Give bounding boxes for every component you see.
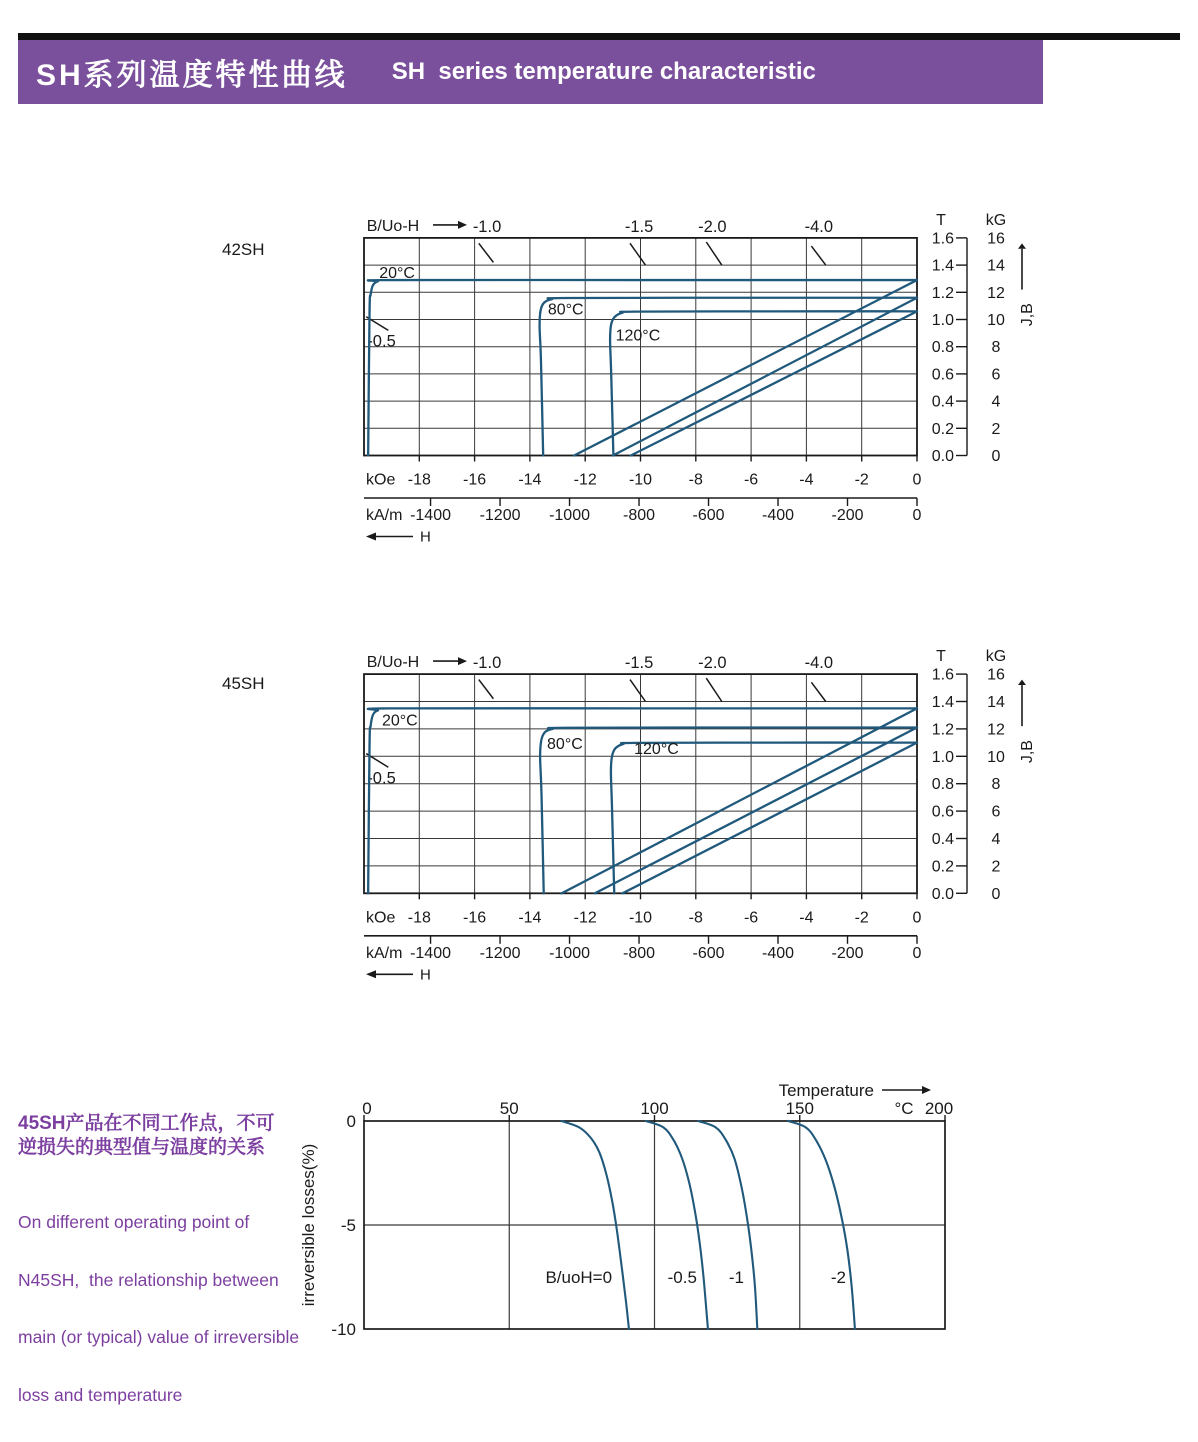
y-tick-kG: 2 [991,858,1001,876]
loss-curve-label: B/uoH=0 [545,1268,613,1288]
x-unit-kAm: kA/m [366,944,403,962]
header-band [18,40,1043,104]
h-axis-name: H [420,528,431,546]
y-tick-T: 1.4 [931,694,954,711]
y-unit-kG: kG [985,648,1007,666]
load-line-label: -4.0 [804,217,834,236]
jb-axis-arrow-icon [1018,243,1036,326]
side-note-zh-line: 逆损失的典型值与温度的关系 [18,1137,266,1158]
x-axis [362,1099,953,1121]
B-curve-120°C [631,311,917,455]
B-curve-80°C [613,298,917,456]
jb-axis-arrow-icon [1018,680,1036,764]
load-line-slash [811,246,825,265]
loss-plot [299,1081,953,1339]
temperature-label: 120°C [634,740,679,758]
y-tick-kG: 0 [991,885,1001,903]
y-tick-T: 1.2 [931,721,954,739]
loss-curve-label: -0.5 [667,1268,697,1288]
x-tick-kOe: -4 [799,471,814,489]
y-tick-kG: 16 [987,666,1005,684]
y-tick-T: 0.4 [931,831,954,848]
y-tick-kG: 6 [991,366,1001,384]
loss-curve-label: -2 [830,1268,846,1288]
y-tick-T: 0.4 [931,393,954,411]
temperature-label: 120°C [615,327,661,345]
y-tick-T: 1.0 [931,312,954,329]
x-tick-kOe: -18 [407,909,431,927]
side-note-en-line: main (or typical) value of irreversible [18,1327,300,1347]
y-tick: 0 [346,1112,356,1131]
x-tick-kOe: -16 [463,909,487,927]
y-tick: -10 [331,1320,356,1339]
y-tick-T: 0.2 [931,420,954,438]
x-axis [364,893,922,962]
chart-label-42sh: 42SH [222,240,265,259]
42SH-plot [364,212,1036,546]
y-tick-kG: 4 [991,831,1001,848]
temperature-label: 80°C [547,301,584,319]
x-tick-kAm: -1400 [410,507,452,524]
y-tick-kG: 12 [987,284,1005,302]
x-tick-kAm: 0 [912,944,922,962]
y-unit-T: T [936,648,946,666]
J-curve-20°C [368,280,917,456]
x-tick-kOe: -12 [573,471,597,489]
temperature-label: 20°C [379,265,415,283]
page-title-zh: SH系列温度特性曲线 [36,59,348,92]
grid [364,238,917,456]
y-tick-T: 0.0 [931,885,954,903]
x-tick-kAm: -800 [623,507,656,524]
x-tick: 200 [924,1099,954,1118]
load-line-slash [630,243,645,265]
load-line-label: -1.5 [624,217,654,236]
load-line-label: -1.0 [472,654,502,673]
x-tick-kOe: -4 [799,909,814,927]
x-tick-kOe: -8 [688,909,703,927]
x-tick-kAm: -1400 [410,944,452,962]
y-tick-kG: 14 [987,257,1005,275]
grid [364,1121,945,1329]
y-tick: -5 [340,1216,356,1235]
x-tick-kAm: -600 [692,507,725,524]
x-tick-kAm: -1200 [479,944,521,962]
y-tick-T: 0.8 [931,339,954,357]
x-tick-kAm: -200 [831,944,864,962]
x-tick-kOe: 0 [912,909,922,927]
h-axis-name: H [420,966,431,984]
x-unit-kOe: kOe [366,909,396,927]
x-tick-kOe: -18 [407,471,431,489]
jb-axis-name: J,B [1019,740,1036,764]
load-line-slash [479,680,494,699]
workline-arrow-icon [433,221,467,229]
side-note-en-line: On different operating point of [18,1212,250,1232]
curves [368,280,917,456]
x-unit-kOe: kOe [366,471,396,489]
load-line-slash [630,680,645,702]
y-tick-T: 1.4 [931,257,954,275]
right-axis [932,648,1006,903]
45SH-plot [364,648,1036,983]
y-tick-kG: 12 [987,721,1005,739]
loss-curve-label: -1 [728,1268,744,1288]
x-tick-kAm: -400 [762,944,795,962]
x-tick-kAm: -200 [831,507,864,524]
x-tick-kOe: -6 [743,471,759,489]
x-tick-kOe: -16 [463,471,487,489]
x-tick-kOe: -2 [854,909,869,927]
load-line-label: -0.5 [367,332,396,351]
x-tick-kOe: -6 [743,909,759,927]
load-line-label: -2.0 [698,654,727,673]
y-tick-kG: 0 [991,448,1001,465]
chart-42sh [0,205,1100,555]
load-line-label: -2.0 [698,217,727,236]
page-title-en: SH series temperature characteristic [391,58,816,85]
chart-label-45sh: 45SH [222,674,265,693]
x-tick-kAm: 0 [912,507,922,524]
y-tick-T: 0.6 [931,366,954,384]
temperature-axis-name: Temperature [778,1081,874,1100]
y-axis-name: irreversible losses(%) [299,1143,318,1307]
x-tick: 150 [785,1099,814,1118]
load-line-slash [479,243,494,262]
load-line-label: -1.0 [472,217,502,236]
x-tick-kAm: -800 [623,944,656,962]
x-tick-kAm: -400 [762,507,795,524]
y-tick-T: 0.0 [931,448,954,465]
x-tick-kAm: -1000 [549,944,590,962]
x-tick-kOe: -10 [628,471,653,489]
y-tick-kG: 10 [987,312,1005,329]
temperature-label: 20°C [381,712,418,730]
side-note-zh-line: 45SH产品在不同工作点，不可 [18,1113,275,1134]
y-tick-kG: 2 [991,420,1001,438]
h-direction-arrow-icon [366,966,431,983]
side-note-en-line: N45SH, the relationship between [18,1269,279,1290]
y-tick-kG: 8 [991,339,1001,357]
header-top-rule [18,33,1180,40]
y-tick-T: 0.8 [931,776,954,794]
load-line-slash [706,242,721,265]
x-tick-kAm: -600 [692,944,725,962]
x-tick-kOe: 0 [912,471,922,489]
y-tick-T: 0.2 [931,858,954,876]
side-note-en-line: loss and temperature [18,1384,183,1405]
chart-45sh [0,640,1100,995]
x-tick-kOe: -10 [628,909,653,927]
y-tick-T: 1.6 [931,666,954,684]
y-tick-kG: 4 [991,393,1001,411]
B-curve-20°C [574,280,917,455]
load-line-slash [811,682,825,701]
h-direction-arrow-icon [366,529,431,546]
y-tick-T: 1.2 [931,284,954,302]
y-tick-kG: 14 [987,694,1005,711]
y-tick-T: 1.0 [931,748,954,766]
load-line-label: -0.5 [367,769,396,788]
x-tick: 50 [499,1099,519,1118]
load-line-label: -4.0 [804,654,834,673]
y-tick-T: 0.6 [931,803,954,821]
load-line-slash [706,678,721,701]
y-tick-kG: 10 [987,748,1005,766]
temperature-arrow-icon [779,1081,931,1100]
x-tick-kOe: -14 [518,909,542,927]
load-line-label: -1.5 [624,654,654,673]
jb-axis-name: J,B [1019,303,1036,327]
y-tick-T: 1.6 [931,230,954,248]
grid [364,674,917,893]
x-tick-kOe: -2 [854,471,869,489]
y-unit-kG: kG [985,211,1007,229]
x-tick: 0 [362,1099,372,1118]
x-tick-kAm: -1200 [479,507,521,524]
x-axis [364,456,922,525]
B-curve-120°C [623,740,917,894]
y-tick-kG: 8 [991,776,1001,794]
y-unit-T: T [936,211,946,229]
y-tick-kG: 6 [991,803,1001,821]
workline-label: B/Uo-H [366,654,420,672]
J-curve-80°C [540,728,917,894]
right-axis [932,212,1006,465]
side-note [18,1112,318,1442]
temperature-label: 80°C [547,736,583,754]
x-unit: °C [894,1099,914,1118]
x-tick: 100 [640,1099,669,1118]
x-unit-kAm: kA/m [366,507,403,524]
workline-label: B/Uo-H [366,217,420,235]
x-tick-kOe: -12 [573,909,597,927]
workline-arrow-icon [433,657,467,665]
y-tick-kG: 16 [987,230,1005,248]
x-tick-kOe: -8 [688,471,703,489]
x-tick-kOe: -14 [518,471,542,489]
x-tick-kAm: -1000 [549,507,590,524]
